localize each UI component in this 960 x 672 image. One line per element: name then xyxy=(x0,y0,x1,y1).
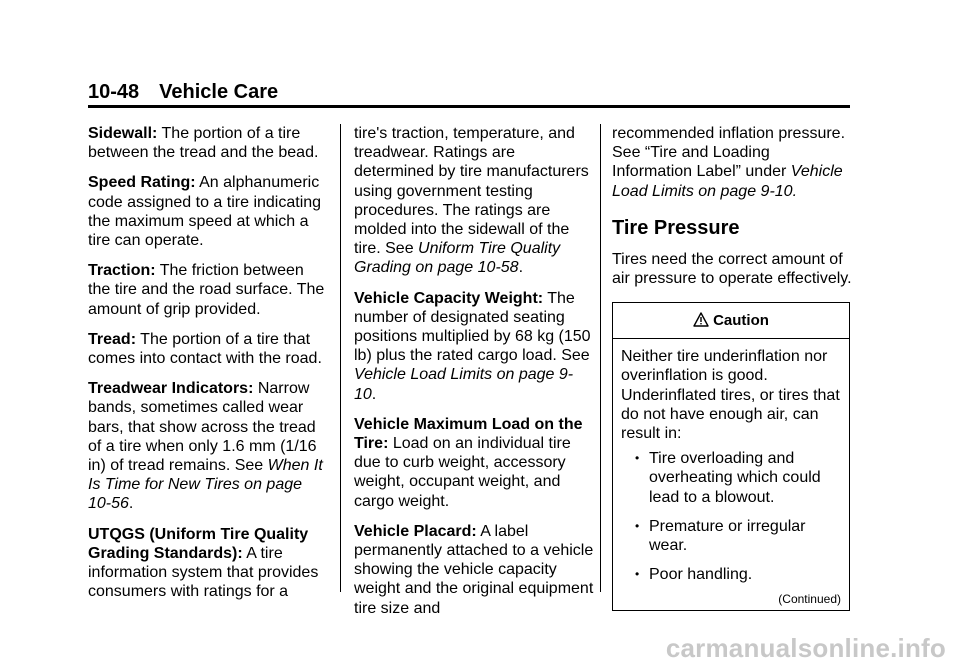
definition-capacity-weight: Vehicle Capacity Weight: The number of designated seating positions multiplied by 68 kg (150 lb) plus the rated cargo load. See Vehicle Load Limits on page 9-10. xyxy=(354,289,591,403)
caution-header xyxy=(613,303,849,339)
definition-text: A label permanently attached to a vehicle showing the vehicle capacity weight and the original equipment tire size and xyxy=(354,522,594,617)
caution-title: Caution xyxy=(713,312,769,330)
definition-placard: Vehicle Placard: A label permanently attached to a vehicle showing the vehicle capacity weight and the original equipment tire size and xyxy=(354,522,594,617)
column-3 xyxy=(612,124,852,611)
definition-sidewall: Sidewall: The portion of a tire between the tread and the bead. xyxy=(88,125,319,162)
definition-maximum-load: Vehicle Maximum Load on the Tire: Load on an individual tire due to curb weight, accessory weight, occupant weight, and cargo weight. xyxy=(354,415,583,510)
term: UTQGS (Uniform Tire Quality Grading Standards) xyxy=(88,525,309,562)
cross-reference-link[interactable]: When It Is Time for New Tires on page 10-56 xyxy=(88,457,323,513)
definition-text: Load on an individual tire due to curb weight, accessory weight, occupant weight, and cargo weight. xyxy=(354,435,571,510)
caution-text: Neither tire underinflation nor overinflation is good. Underinflated tires, or tires that do not have enough air, can result in: xyxy=(621,348,840,443)
definition-text: An alphanumeric code assigned to a tire indicating the maximum speed at which a tire can operate. xyxy=(88,174,322,250)
page-number: 10-48 xyxy=(88,81,140,103)
caution-box xyxy=(612,302,850,611)
section-title: Vehicle Care xyxy=(159,81,279,103)
cross-reference-link[interactable]: Uniform Tire Quality Grading on page 10-58 xyxy=(354,240,561,277)
column-divider xyxy=(340,124,341,592)
definition-utqgs-continued: tire's traction, temperature, and treadwear. Ratings are determined by tire manufacturers using government testing procedures. The ratings are molded into the sidewall of the tire. See Uniform Tire Quality Grading on page 10-58. xyxy=(354,125,589,277)
definition-placard-continued xyxy=(612,124,852,201)
term: Vehicle Capacity Weight xyxy=(354,289,538,307)
column-1 xyxy=(88,124,328,612)
page-header xyxy=(88,78,278,106)
definition-traction: Traction: The friction between the tire and the road surface. The amount of grip provided. xyxy=(88,262,325,318)
definition-text: The number of designated seating positions multiplied by 68 kg (150 lb) plus the rated cargo load. See xyxy=(354,289,591,365)
definition-text: A tire information system that provides consumers with ratings for a xyxy=(88,544,319,601)
cross-reference-link[interactable]: Vehicle Load Limits on page 9-10 xyxy=(354,366,574,403)
header-rule xyxy=(88,105,850,108)
warning-icon xyxy=(693,312,709,328)
section-heading: Tire Pressure xyxy=(612,216,740,239)
definition-text: recommended inflation pressure. See “Tire and Loading Information Label” under xyxy=(612,125,846,181)
watermark: carmanualsonline.info xyxy=(665,633,946,663)
intro-paragraph: Tires need the correct amount of air pressure to operate effectively. xyxy=(612,250,852,288)
term: Vehicle Maximum Load on the Tire xyxy=(354,415,583,453)
term: Traction xyxy=(88,262,151,280)
term: Speed Rating xyxy=(88,174,191,192)
term: Vehicle Placard xyxy=(354,522,472,540)
caution-bullet: • Premature or irregular wear. xyxy=(635,517,841,555)
definition-text: The friction between the tire and the road surface. The amount of grip provided. xyxy=(88,262,325,318)
definition-text: The portion of a tire between the tread and the bead. xyxy=(88,125,319,162)
column-divider xyxy=(600,124,601,592)
definition-text: tire's traction, temperature, and treadwear. Ratings are determined by tire manufacturers using government testing procedures. The ratings are molded into the sidewall of the tire. See xyxy=(354,125,589,258)
caution-body xyxy=(613,339,849,610)
definition-text: Narrow bands, sometimes called wear bars, that show across the tread of a tire when only 1.6 mm (1/16 in) of tread remains. See xyxy=(88,380,317,475)
term: Sidewall xyxy=(88,125,153,142)
cross-reference-link[interactable]: Vehicle Load Limits on page 9-10. xyxy=(612,163,843,200)
term: Tread xyxy=(88,330,131,348)
caution-bullet: • Poor handling. xyxy=(635,565,841,584)
definition-utqgs: UTQGS (Uniform Tire Quality Grading Standards): A tire information system that provides consumers with ratings for a xyxy=(88,525,319,601)
definition-speed-rating: Speed Rating: An alphanumeric code assigned to a tire indicating the maximum speed at which a tire can operate. xyxy=(88,174,322,250)
term: Treadwear Indicators xyxy=(88,380,249,398)
definition-tread: Tread: The portion of a tire that comes into contact with the road. xyxy=(88,330,322,368)
definition-text: The portion of a tire that comes into contact with the road. xyxy=(88,330,322,368)
caution-bullet: • Tire overloading and overheating which could lead to a blowout. xyxy=(635,449,841,507)
definition-treadwear: Treadwear Indicators: Narrow bands, sometimes called wear bars, that show across the tread of a tire when only 1.6 mm (1/16 in) of tread remains. See When It Is Time for New Tires on page 10-56. xyxy=(88,380,323,513)
continued-label: (Continued) xyxy=(778,592,841,607)
column-2 xyxy=(354,124,594,629)
